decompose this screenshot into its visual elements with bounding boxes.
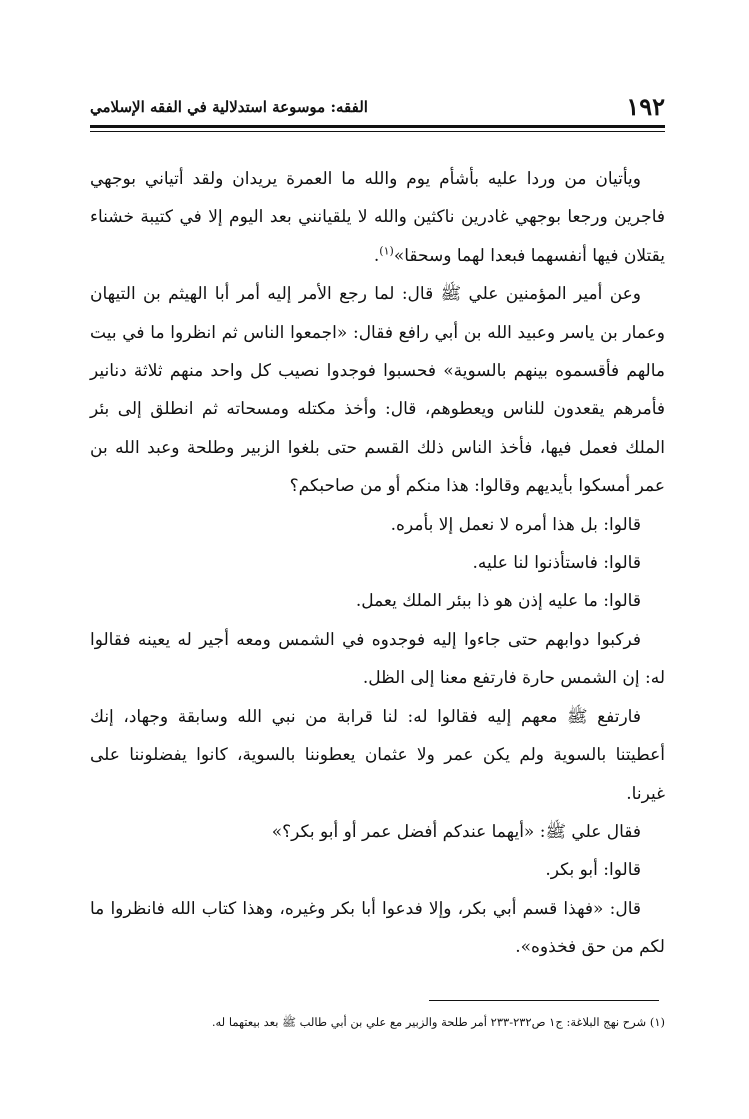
paragraph-9: قالوا: أبو بكر. — [545, 860, 641, 881]
paragraph-2: وعن أمير المؤمنين علي ﷺ قال: لما رجع الأمر إليه أمر أبا الهيثم بن التيهان وعمار بن ياسر وعبيد الله بن أبي رافع فقال: «اجمعوا الناس ثم انظروا ما في بيت مالهم فأقسموه بينهم بالسوية» فحسبوا فوجدوا نصيب كل واحد منهم ثلاثة دنانير فأمرهم يقعدون للناس ويعطوهم، قال: وأخذ مكتله ومسحاته ثم انطلق إلى بئر الملك فعمل فيها، فأخذ الناس ذلك القسم حتى بلغوا الزبير وطلحة وعبد الله بن عمر أمسكوا بأيديهم وقالوا: هذا منكم أو من صاحبكم؟ — [90, 284, 665, 497]
footnote-rule — [429, 1000, 659, 1001]
header-rule-thick — [90, 125, 665, 128]
paragraph-7: فارتفع ﷺ معهم إليه فقالوا له: لنا قرابة من نبي الله وسابقة وجهاد، إنك أعطيتنا بالسوية ولم يكن عمر ولا عثمان يعطوننا بالسوية، كانوا يفضلوننا على غيرنا. — [90, 706, 665, 804]
paragraph-4: قالوا: فاستأذنوا لنا عليه. — [472, 553, 641, 574]
paragraph-3: قالوا: بل هذا أمره لا نعمل إلا بأمره. — [390, 514, 641, 535]
footnote-reference: (١) — [379, 244, 394, 258]
running-title: الفقه: موسوعة استدلالية في الفقه الإسلامي — [90, 98, 368, 116]
footnote: (١) شرح نهج البلاغة: ج١ ص٢٣٢-٢٣٣ أمر طلحة والزبير مع علي بن أبي طالب ﷺ بعد بيعتهما له. — [211, 1015, 665, 1029]
paragraph-8: فقال علي ﷺ: «أيهما عندكم أفضل عمر أو أبو بكر؟» — [271, 821, 641, 842]
main-text — [90, 160, 665, 967]
paragraph-1-end: . — [373, 245, 380, 266]
header-rule-thin — [90, 131, 665, 132]
paragraph-10: قال: «فهذا قسم أبي بكر، وإلا فدعوا أبا بكر وغيره، وهذا كتاب الله فانظروا ما لكم من حق فخذوه». — [90, 898, 665, 958]
paragraph-5: قالوا: ما عليه إذن هو ذا ببئر الملك يعمل. — [355, 591, 641, 612]
page-header — [90, 92, 665, 122]
paragraph-6: فركبوا دوابهم حتى جاءوا إليه فوجدوه في الشمس ومعه أجير له يعينه فقالوا له: إن الشمس حارة فارتفع معنا إلى الظل. — [90, 629, 665, 689]
page-number: ١٩٢ — [626, 92, 665, 121]
paragraph-1-text: ويأتيان من وردا عليه بأشأم يوم والله ما العمرة يريدان ولقد أتياني بوجهي فاجرين ورجعا بوجهي غادرين ناكثين والله لا يلقيانني بعد اليوم إلا في كتيبة خشناء يقتلان فيها أنفسهما فبعدا لهما وسحقا» — [90, 169, 665, 266]
paragraph-1 — [90, 160, 665, 275]
